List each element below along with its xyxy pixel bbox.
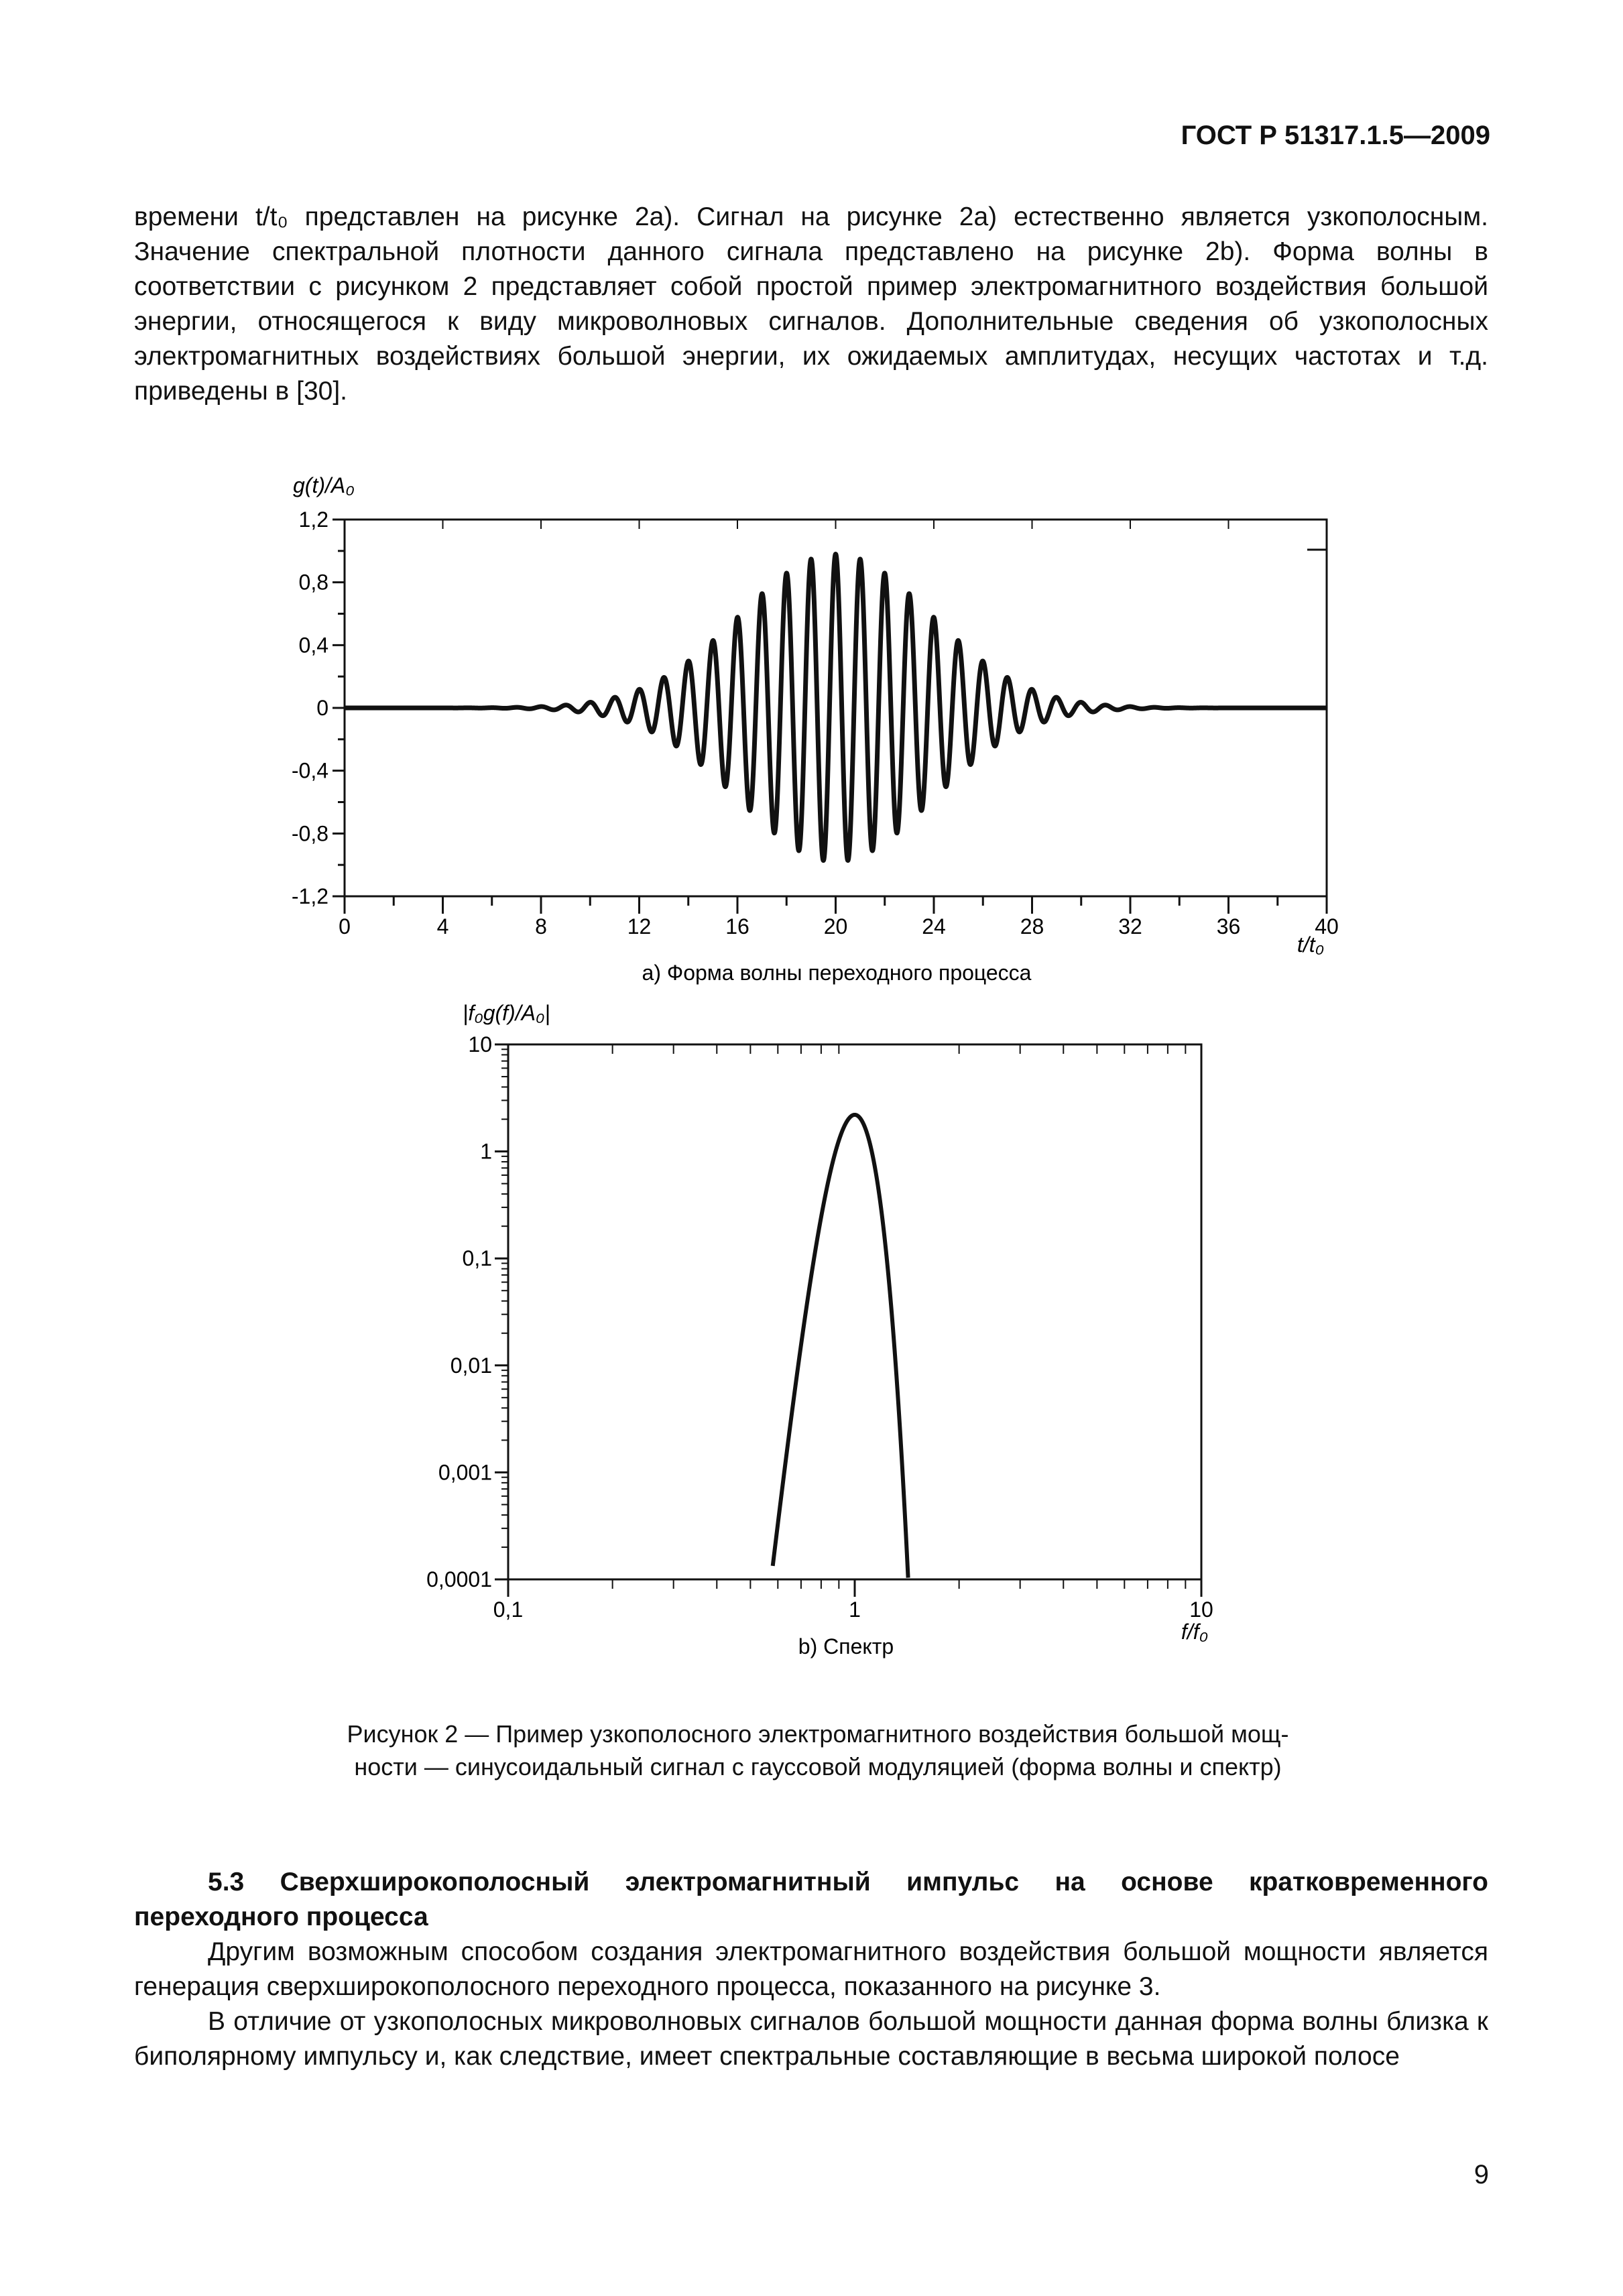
figure-caption — [288, 1717, 1347, 1783]
chart-a-xtick-label: 4 — [436, 914, 449, 939]
chart-a-ytick-label: -0,4 — [291, 758, 328, 783]
paragraph-2: Другим возможным способом создания электромагнитного воздействия большой мощности является генерация сверхширокополосного переходного процесса, показанного на рисунке 3. — [134, 1937, 1488, 2001]
chart-a-xtick-label: 0 — [339, 914, 351, 939]
chart-a-xtick-label: 28 — [1020, 914, 1044, 939]
chart-b-ytick-label: 10 — [468, 1032, 492, 1056]
chart-b-title: b) Спектр — [798, 1634, 894, 1658]
chart-a-xtick-label: 12 — [627, 914, 652, 939]
chart-b-xtick-label: 10 — [1189, 1597, 1213, 1622]
paragraph-3: В отличие от узкополосных микроволновых сигналов большой мощности данная форма волны близка к биполярному импульсу и, как следствие, имеет спектральные составляющие в весьма широкой полосе — [134, 2007, 1488, 2071]
chart-a-xtick-label: 36 — [1216, 914, 1241, 939]
page-number: 9 — [1474, 2160, 1489, 2189]
caption-line-2: ности — синусоидальный сигнал с гауссовой модуляцией (форма волны и спектр) — [354, 1753, 1282, 1780]
waveform-chart — [292, 473, 1339, 985]
chart-b-ylabel: |f₀g(f)/A₀| — [463, 1001, 550, 1025]
chart-b-ytick-label: 0,01 — [450, 1353, 492, 1378]
chart-a-xtick-label: 16 — [725, 914, 749, 939]
chart-a-xtick-label: 24 — [922, 914, 946, 939]
chart-a-ytick-label: 1,2 — [298, 507, 328, 532]
chart-b-ytick-label: 0,001 — [438, 1460, 492, 1485]
chart-b-ytick-label: 1 — [480, 1139, 492, 1164]
chart-a-xtick-label: 32 — [1118, 914, 1142, 939]
document-header: ГОСТ Р 51317.1.5—2009 — [1181, 121, 1490, 150]
section-title: 5.3 Сверхширокополосный электромагнитный импульс на основе кратковременного переходного процесса — [134, 1868, 1488, 1931]
spectrum-chart — [426, 1001, 1213, 1658]
chart-a-xtick-label: 40 — [1315, 914, 1339, 939]
caption-line-1: Рисунок 2 — Пример узкополосного электромагнитного воздействия большой мощ- — [347, 1720, 1289, 1748]
chart-a-xlabel: t/t₀ — [1297, 932, 1325, 957]
chart-a-xtick-label: 8 — [535, 914, 547, 939]
chart-b-spectrum-line — [773, 1115, 908, 1578]
chart-a-waveform-line — [345, 554, 1327, 861]
chart-a-ytick-label: 0 — [316, 696, 328, 720]
chart-a-xtick-label: 20 — [823, 914, 848, 939]
chart-a-ylabel: g(t)/A₀ — [293, 473, 355, 497]
chart-b-ytick-label: 0,0001 — [426, 1567, 492, 1591]
chart-a-ytick-label: 0,8 — [298, 570, 328, 595]
chart-b-frame — [508, 1044, 1201, 1579]
chart-a-ytick-label: -1,2 — [291, 884, 328, 908]
intro-paragraph: времени t/t₀ представлен на рисунке 2а). Сигнал на рисунке 2а) естественно является узкополосным. Значение спектральной плотности данного сигнала представлено на рисунке 2b). Форма волны в соответствии с рисунком 2 представляет собой простой пример электромагнитного воздействия большой энергии, относящегося к виду микроволновых сигналов. Дополнительные сведения об узкополосных электромагнитных воздействиях большой энергии, их ожидаемых амплитудах, несущих частотах и т.д. приведены в [30]. — [134, 202, 1488, 406]
chart-b-xtick-label: 0,1 — [493, 1597, 524, 1622]
chart-a-title: a) Форма волны переходного процесса — [642, 961, 1032, 985]
chart-a-ytick-label: 0,4 — [298, 633, 328, 658]
chart-b-ytick-label: 0,1 — [462, 1246, 492, 1271]
chart-b-xtick-label: 1 — [849, 1597, 861, 1622]
chart-a-ytick-label: -0,8 — [291, 821, 328, 846]
chart-b-xlabel: f/f₀ — [1181, 1620, 1209, 1644]
